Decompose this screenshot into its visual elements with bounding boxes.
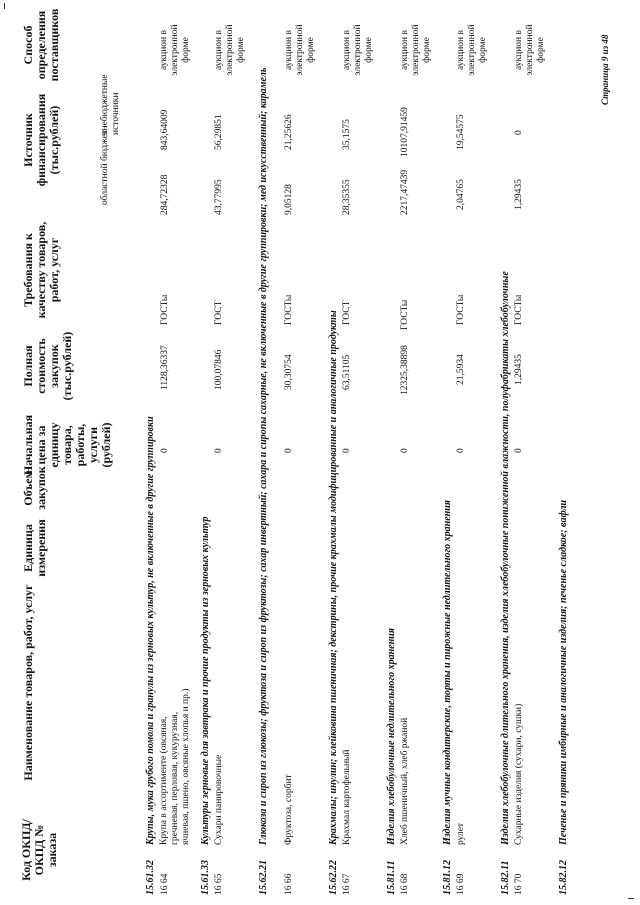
group-code: 15.81.12 bbox=[442, 860, 453, 895]
item-price: 0 bbox=[160, 448, 170, 453]
order-number: 16 67 bbox=[342, 873, 352, 895]
item-offbudget: 19,54575 bbox=[456, 114, 466, 150]
item-name: Сухарные изделия (сухари, сушки) bbox=[514, 703, 524, 845]
header-unit: Единица измерения bbox=[21, 519, 48, 577]
item-requirements: ГОСТы bbox=[514, 294, 524, 325]
scan-mark bbox=[4, 3, 5, 9]
item-requirements: ГОСТ bbox=[342, 300, 352, 325]
order-number: 16 65 bbox=[214, 873, 224, 895]
item-price: 0 bbox=[400, 448, 410, 453]
item-requirements: ГОСТы bbox=[456, 294, 466, 325]
item-name: Фруктоза, сорбит bbox=[284, 774, 294, 845]
item-method: аукцион в электронной форме bbox=[159, 24, 191, 76]
header-method: Способ определения поставщиков bbox=[21, 8, 61, 82]
header-code: Код ОКПД/ ОКПД № заказа bbox=[19, 819, 59, 881]
group-title: Изделия мучные кондитерские, торты и пирожные недлительного хранения bbox=[442, 500, 453, 845]
header-full-cost: Полная стоимость закупок (тыс.рублей) bbox=[21, 331, 74, 401]
group-title: Культуры зерновые для завтрака и прочие продукты из зерновых культур bbox=[200, 516, 211, 845]
group-title: Крупы, мука грубого помола и гранулы из зерновых культур, не включенные в другие группировки bbox=[145, 416, 156, 845]
item-price: 0 bbox=[456, 448, 466, 453]
order-number: 16 69 bbox=[456, 873, 466, 895]
item-budget: 2217,47439 bbox=[400, 169, 410, 215]
item-cost: 63,51105 bbox=[342, 354, 352, 390]
item-offbudget: 10107,91459 bbox=[400, 107, 410, 157]
item-cost: 30,30754 bbox=[284, 354, 294, 390]
item-method: аукцион в электронной форме bbox=[456, 24, 488, 76]
item-method: аукцион в электронной форме bbox=[342, 24, 374, 76]
item-requirements: ГОСТы bbox=[284, 294, 294, 325]
header-start-price: Начальная цена за единицу товара, работы, услуги (рублей) bbox=[21, 414, 113, 476]
item-cost: 1128,36337 bbox=[160, 345, 170, 390]
item-cost: 100,07846 bbox=[214, 349, 224, 390]
item-name: Крахмал картофельный bbox=[342, 749, 352, 845]
item-price: 0 bbox=[214, 448, 224, 453]
item-offbudget: 35,1575 bbox=[342, 119, 352, 150]
page-footer: Страница 9 из 48 bbox=[600, 34, 610, 105]
item-name: Сухари панировочные bbox=[214, 754, 224, 845]
order-number: 16 66 bbox=[284, 873, 294, 895]
item-name: Крупа в ассортименте (овсяная, гречневая, перловая, кукурузная, ячневая, пшено, овсяные хлопья и пр.) bbox=[159, 688, 191, 845]
item-requirements: ГОСТ bbox=[214, 300, 224, 325]
item-price: 0 bbox=[284, 448, 294, 453]
item-budget: 2,04765 bbox=[456, 179, 466, 210]
item-name: Хлеб пшеничный, хлеб ржаной bbox=[400, 717, 410, 845]
item-offbudget: 843,64009 bbox=[160, 109, 170, 150]
item-method: аукцион в электронной форме bbox=[284, 24, 316, 76]
order-number: 16 68 bbox=[400, 873, 410, 895]
item-budget: 43,77995 bbox=[214, 179, 224, 215]
item-method: аукцион в электронной форме bbox=[514, 24, 546, 76]
group-title: Изделия хлебобулочные недлительного хранения bbox=[386, 628, 397, 845]
item-requirements: ГОСТы bbox=[160, 294, 170, 325]
item-offbudget: 0 bbox=[514, 130, 524, 135]
item-cost: 12325,38898 bbox=[400, 345, 410, 395]
group-code: 15.62.22 bbox=[328, 860, 339, 895]
group-code: 15.82.11 bbox=[500, 860, 511, 895]
group-code: 15.61.32 bbox=[145, 860, 156, 895]
item-budget: 284,72328 bbox=[160, 174, 170, 215]
header-regional-budget: областной бюджет bbox=[100, 129, 110, 205]
group-title: Крахмалы; инулин; клейковина пшеничная; декстрины, прочие крахмалы модифицированные и аналогичные продукты bbox=[328, 310, 339, 845]
header-volume: Объем закупок bbox=[21, 466, 48, 510]
item-cost: 21,5934 bbox=[456, 354, 466, 385]
order-number: 16 64 bbox=[160, 873, 170, 895]
group-title: Глюкоза и сироп из глюкозы; фруктоза и сироп из фруктозы; сахар инвертный; сахара и сиропы сахарные, не включенные в другие группировки; мед искусственный; карамель bbox=[258, 67, 269, 845]
header-financing: Источник финансирования (тыс.рублей) bbox=[21, 93, 61, 187]
item-offbudget: 56,29851 bbox=[214, 114, 224, 150]
item-budget: 1,29435 bbox=[514, 179, 524, 210]
item-cost: 1,29435 bbox=[514, 354, 524, 385]
item-offbudget: 21,25626 bbox=[284, 114, 294, 150]
order-number: 16 70 bbox=[514, 873, 524, 895]
item-price: 0 bbox=[342, 448, 352, 453]
header-offbudget: внебюджетные источники bbox=[100, 74, 121, 135]
item-name: рулет bbox=[456, 822, 466, 845]
header-requirements: Требования к качеству товаров, работ, услуг bbox=[21, 221, 61, 319]
group-title: Изделия хлебобулочные длительного хранения, изделия хлебобулочные пониженной влажности, полуфабрикаты хлебобулочные bbox=[500, 271, 511, 845]
group-code: 15.62.21 bbox=[258, 860, 269, 895]
group-code: 15.82.12 bbox=[558, 860, 569, 895]
item-requirements: ГОСТы bbox=[400, 299, 410, 330]
header-name: Наименование товаров, работ, услуг bbox=[21, 584, 35, 781]
item-budget: 28,35355 bbox=[342, 179, 352, 215]
item-method: аукцион в электронной форме bbox=[214, 24, 246, 76]
group-code: 15.61.33 bbox=[200, 860, 211, 895]
group-title: Печенье и пряники имбирные и аналогичные изделия; печенье сладкое; вафли bbox=[558, 499, 569, 845]
item-method: аукцион в электронной форме bbox=[400, 24, 432, 76]
item-budget: 9,05128 bbox=[284, 184, 294, 215]
group-code: 15.81.11 bbox=[386, 860, 397, 895]
item-price: 0 bbox=[514, 448, 524, 453]
scan-mark bbox=[628, 898, 634, 899]
